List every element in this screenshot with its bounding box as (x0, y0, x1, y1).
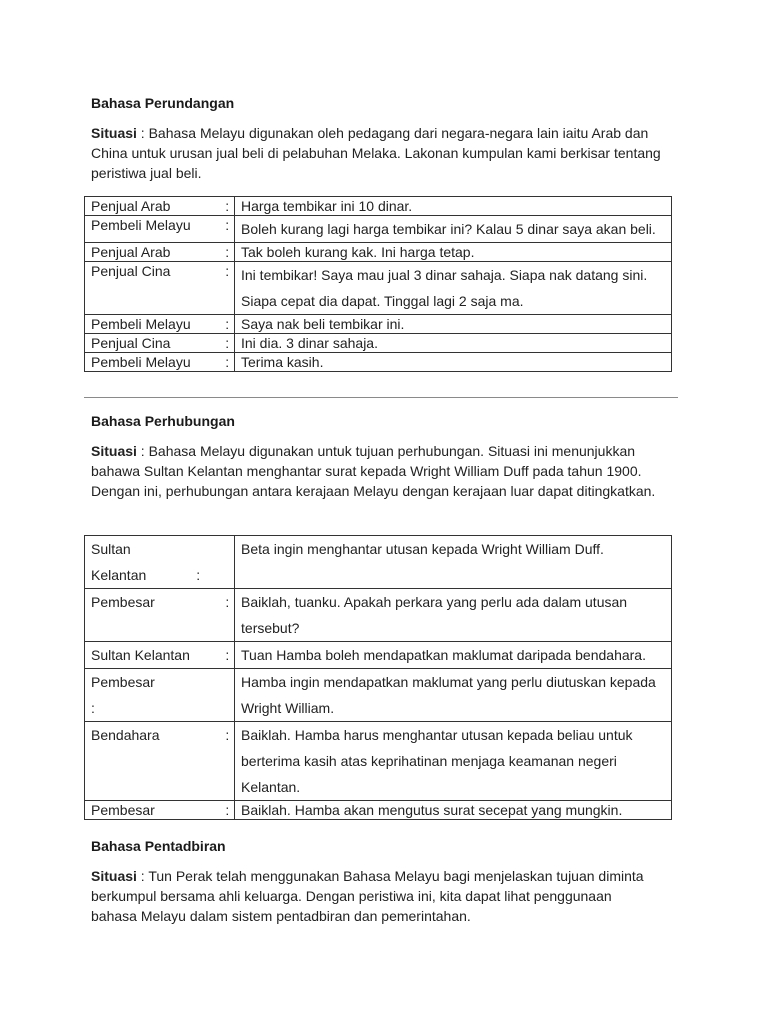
colon: : (221, 197, 235, 216)
speaker-line: Sultan (91, 541, 131, 557)
section-divider (84, 397, 678, 398)
speaker: Pembesar (85, 801, 221, 820)
speaker: Pembeli Melayu (85, 353, 221, 372)
dialogue-row (85, 722, 672, 801)
dialogue-line: Boleh kurang lagi harga tembikar ini? Kalau 5 dinar saya akan beli. (235, 216, 672, 243)
situasi-label: Situasi (91, 443, 137, 459)
speaker-line: Pembesar (91, 674, 155, 690)
speaker: Pembesar (85, 589, 221, 642)
situasi-paragraph (91, 441, 685, 501)
situasi-label: Situasi (91, 868, 137, 884)
situasi-paragraph (91, 866, 651, 926)
speaker (85, 669, 235, 722)
dialogue-row (85, 243, 672, 262)
dialogue-line: Beta ingin menghantar utusan kepada Wright William Duff. (235, 536, 672, 589)
speaker: Penjual Cina (85, 334, 221, 353)
colon: : (221, 315, 235, 334)
speaker: Penjual Cina (85, 262, 221, 315)
dialogue-row (85, 353, 672, 372)
colon: : (221, 334, 235, 353)
speaker: Pembeli Melayu (85, 315, 221, 334)
situasi-label: Situasi (91, 125, 137, 141)
dialogue-row (85, 536, 672, 589)
speaker: Penjual Arab (85, 243, 221, 262)
speaker: Sultan Kelantan (85, 642, 221, 669)
speaker: Pembeli Melayu (85, 216, 221, 243)
colon: : (221, 216, 235, 243)
colon: : (91, 700, 95, 716)
dialogue-table (84, 196, 672, 372)
situasi-text: : Bahasa Melayu digunakan untuk tujuan perhubungan. Situasi ini menunjukkan bahawa Sultan Kelantan menghantar surat kepada Wright William Duff pada tahun 1900. Dengan ini, perhubungan antara kerajaan Melayu dengan kerajaan luar dapat ditingkatkan. (91, 443, 656, 499)
section-heading: Bahasa Pentadbiran (91, 838, 226, 854)
dialogue-row (85, 642, 672, 669)
dialogue-line: Baiklah, tuanku. Apakah perkara yang perlu ada dalam utusan tersebut? (235, 589, 672, 642)
situasi-paragraph (91, 123, 685, 183)
dialogue-row (85, 315, 672, 334)
colon: : (196, 567, 201, 583)
dialogue-line: Tak boleh kurang kak. Ini harga tetap. (235, 243, 672, 262)
situasi-text: : Bahasa Melayu digunakan oleh pedagang dari negara-negara lain iaitu Arab dan China untuk urusan jual beli di pelabuhan Melaka. Lakonan kumpulan kami berkisar tentang peristiwa jual beli. (91, 125, 661, 181)
dialogue-row (85, 801, 672, 820)
dialogue-table (84, 535, 672, 820)
dialogue-line: Baiklah. Hamba harus menghantar utusan kepada beliau untuk berterima kasih atas keprihatinan menjaga keamanan negeri Kelantan. (235, 722, 672, 801)
speaker-line: Kelantan (91, 567, 147, 583)
section-heading: Bahasa Perundangan (91, 95, 235, 111)
dialogue-line: Ini tembikar! Saya mau jual 3 dinar sahaja. Siapa nak datang sini. Siapa cepat dia dapat. Tinggal lagi 2 saja ma. (235, 262, 672, 315)
dialogue-line: Harga tembikar ini 10 dinar. (235, 197, 672, 216)
dialogue-line: Hamba ingin mendapatkan maklumat yang perlu diutuskan kepada Wright William. (235, 669, 672, 722)
dialogue-row (85, 216, 672, 243)
colon: : (221, 722, 235, 801)
colon: : (221, 589, 235, 642)
dialogue-line: Saya nak beli tembikar ini. (235, 315, 672, 334)
dialogue-row (85, 669, 672, 722)
speaker: Bendahara (85, 722, 221, 801)
section-heading: Bahasa Perhubungan (91, 413, 235, 429)
colon: : (221, 801, 235, 820)
dialogue-line: Tuan Hamba boleh mendapatkan maklumat daripada bendahara. (235, 642, 672, 669)
colon: : (221, 353, 235, 372)
speaker (85, 536, 235, 589)
colon: : (221, 243, 235, 262)
dialogue-line: Baiklah. Hamba akan mengutus surat secepat yang mungkin. (235, 801, 672, 820)
dialogue-line: Ini dia. 3 dinar sahaja. (235, 334, 672, 353)
speaker: Penjual Arab (85, 197, 221, 216)
dialogue-row (85, 589, 672, 642)
colon: : (221, 642, 235, 669)
dialogue-line: Terima kasih. (235, 353, 672, 372)
situasi-text: : Tun Perak telah menggunakan Bahasa Melayu bagi menjelaskan tujuan diminta berkumpul bersama ahli keluarga. Dengan peristiwa ini, kita dapat lihat penggunaan bahasa Melayu dalam sistem pentadbiran dan pemerintahan. (91, 868, 644, 924)
dialogue-row (85, 197, 672, 216)
dialogue-row (85, 334, 672, 353)
colon: : (221, 262, 235, 315)
dialogue-row (85, 262, 672, 315)
